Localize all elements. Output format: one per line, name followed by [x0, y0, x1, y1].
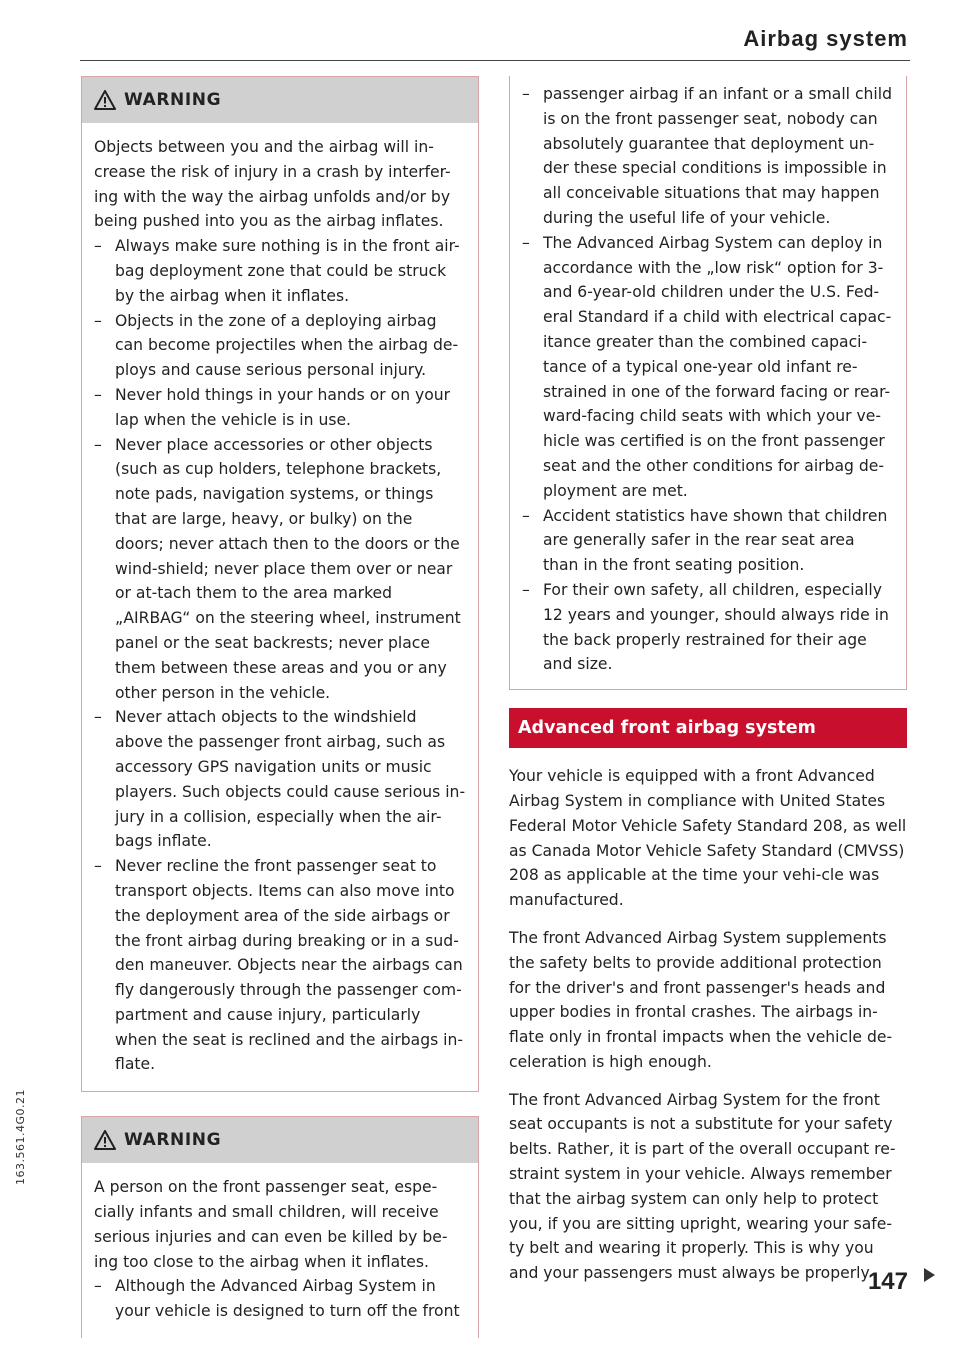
paragraph: The front Advanced Airbag System supplements the safety belts to provide additional protection for the driver's and front passenger's heads and upper bodies in frontal crashes. The airbags in-flate only in frontal impacts when the vehicle de-celeration is high enough.: [509, 928, 893, 1071]
paragraph-with-continue: [509, 1088, 907, 1286]
continued-text: passenger airbag if an infant or a small child is on the front passenger seat, nobody can absolutely guarantee that deployment un-der these special conditions is impossible in all conceivable situations that may happen during the useful life of your vehicle.: [543, 85, 892, 227]
left-column: [81, 76, 479, 1338]
list-item: – Always make sure nothing is in the front air-bag deployment zone that could be struck by the airbag when it inflates.: [94, 234, 466, 308]
list-item: – Never hold things in your hands or on your lap when the vehicle is in use.: [94, 383, 466, 433]
paragraph: Your vehicle is equipped with a front Advanced Airbag System in compliance with United States Federal Motor Vehicle Safety Standard 208, as well as Canada Motor Vehicle Safety Standard (CMVSS) 208 as applicable at the time your vehi-cle was manufactured.: [509, 767, 907, 910]
right-column: [509, 76, 907, 1286]
warning-label: WARNING: [124, 1130, 222, 1151]
list-item: – Never recline the front passenger seat to transport objects. Items can also move into the deployment area of the side airbags or the front airbag during breaking or in a sud-den maneuver. Objects near the airbags can fly dangerously through the passenger com-partment and cause injury, particularly when the seat is reclined and the airbags in-flate.: [94, 854, 466, 1077]
page-number: 147: [867, 1268, 908, 1295]
list-item-continuation: [522, 82, 894, 231]
paragraph: The front Advanced Airbag System for the front seat occupants is not a substitute for your safety belts. Rather, it is part of the overall occupant re-straint system in your vehicle. Always remember that the airbag system can only help to protect you, if you are sitting upright, wearing your safe-ty belt and wearing it properly. This is why you and your passengers must always be properly: [509, 1090, 896, 1283]
warning-body: [82, 123, 478, 1091]
warning-body: [82, 1163, 478, 1338]
list-item: – Never attach objects to the windshield above the passenger front airbag, such as accessory GPS navigation units or music players. Such objects could cause serious in-jury in a collision, especially when the air-bags inflate.: [94, 705, 466, 854]
warning-header: [82, 1117, 478, 1163]
side-document-code: 163.561.4G0.21: [14, 1089, 27, 1185]
warning-box-objects: [81, 76, 479, 1092]
list-item: – Although the Advanced Airbag System in your vehicle is designed to turn off the front: [94, 1274, 466, 1324]
warning-list: [94, 1274, 466, 1324]
warning-label: WARNING: [124, 90, 222, 110]
warning-list: [94, 234, 466, 1077]
section-heading: Advanced front airbag system: [509, 708, 907, 748]
header-rule: [80, 60, 910, 61]
list-item: – Objects in the zone of a deploying airbag can become projectiles when the airbag de-ploys and cause serious personal injury.: [94, 309, 466, 383]
list-item: – Accident statistics have shown that children are generally safer in the rear seat area than in the front seating position.: [522, 504, 894, 578]
list-item: – The Advanced Airbag System can deploy in accordance with the „low risk“ option for 3- and 6-year-old children under the U.S. Fed-eral Standard if a child with electrical capac-itance greater than the combined capaci-tance of a typical one-year old infant re-strained in one of the forward facing or rear-ward-facing child seats with which your ve-hicle was certified is on the front passenger seat and the other conditions for airbag de-ployment are met.: [522, 231, 894, 504]
list-item: – Never place accessories or other objects (such as cup holders, telephone brackets, note pads, navigation systems, or things that are large, heavy, or bulky) on the doors; never attach then to the doors or the wind-shield; never place them over or near or at-tach them to the area marked „AIRBAG“ on the steering wheel, instrument panel or the seat backrests; never place them between these areas and you or any other person in the vehicle.: [94, 433, 466, 706]
warning-list-continued: [522, 82, 894, 677]
continue-arrow-icon: [924, 1268, 935, 1282]
running-header-title: Airbag system: [743, 26, 908, 51]
warning-box-continued: [509, 76, 907, 690]
warning-triangle-icon: [94, 1130, 116, 1150]
warning-intro: A person on the front passenger seat, espe-cially infants and small children, will receive serious injuries and can even be killed by be-ing too close to the airbag when it inflates.: [94, 1178, 448, 1271]
warning-intro: Objects between you and the airbag will in-crease the risk of injury in a crash by interfer-ing with the way the airbag unfolds and/or by being pushed into you as the airbag inflates.: [94, 138, 451, 231]
warning-box-passenger: [81, 1116, 479, 1338]
list-item: – For their own safety, all children, especially 12 years and younger, should always ride in the back properly restrained for their age and size.: [522, 578, 894, 677]
warning-triangle-icon: [94, 90, 116, 110]
warning-header: [82, 77, 478, 123]
